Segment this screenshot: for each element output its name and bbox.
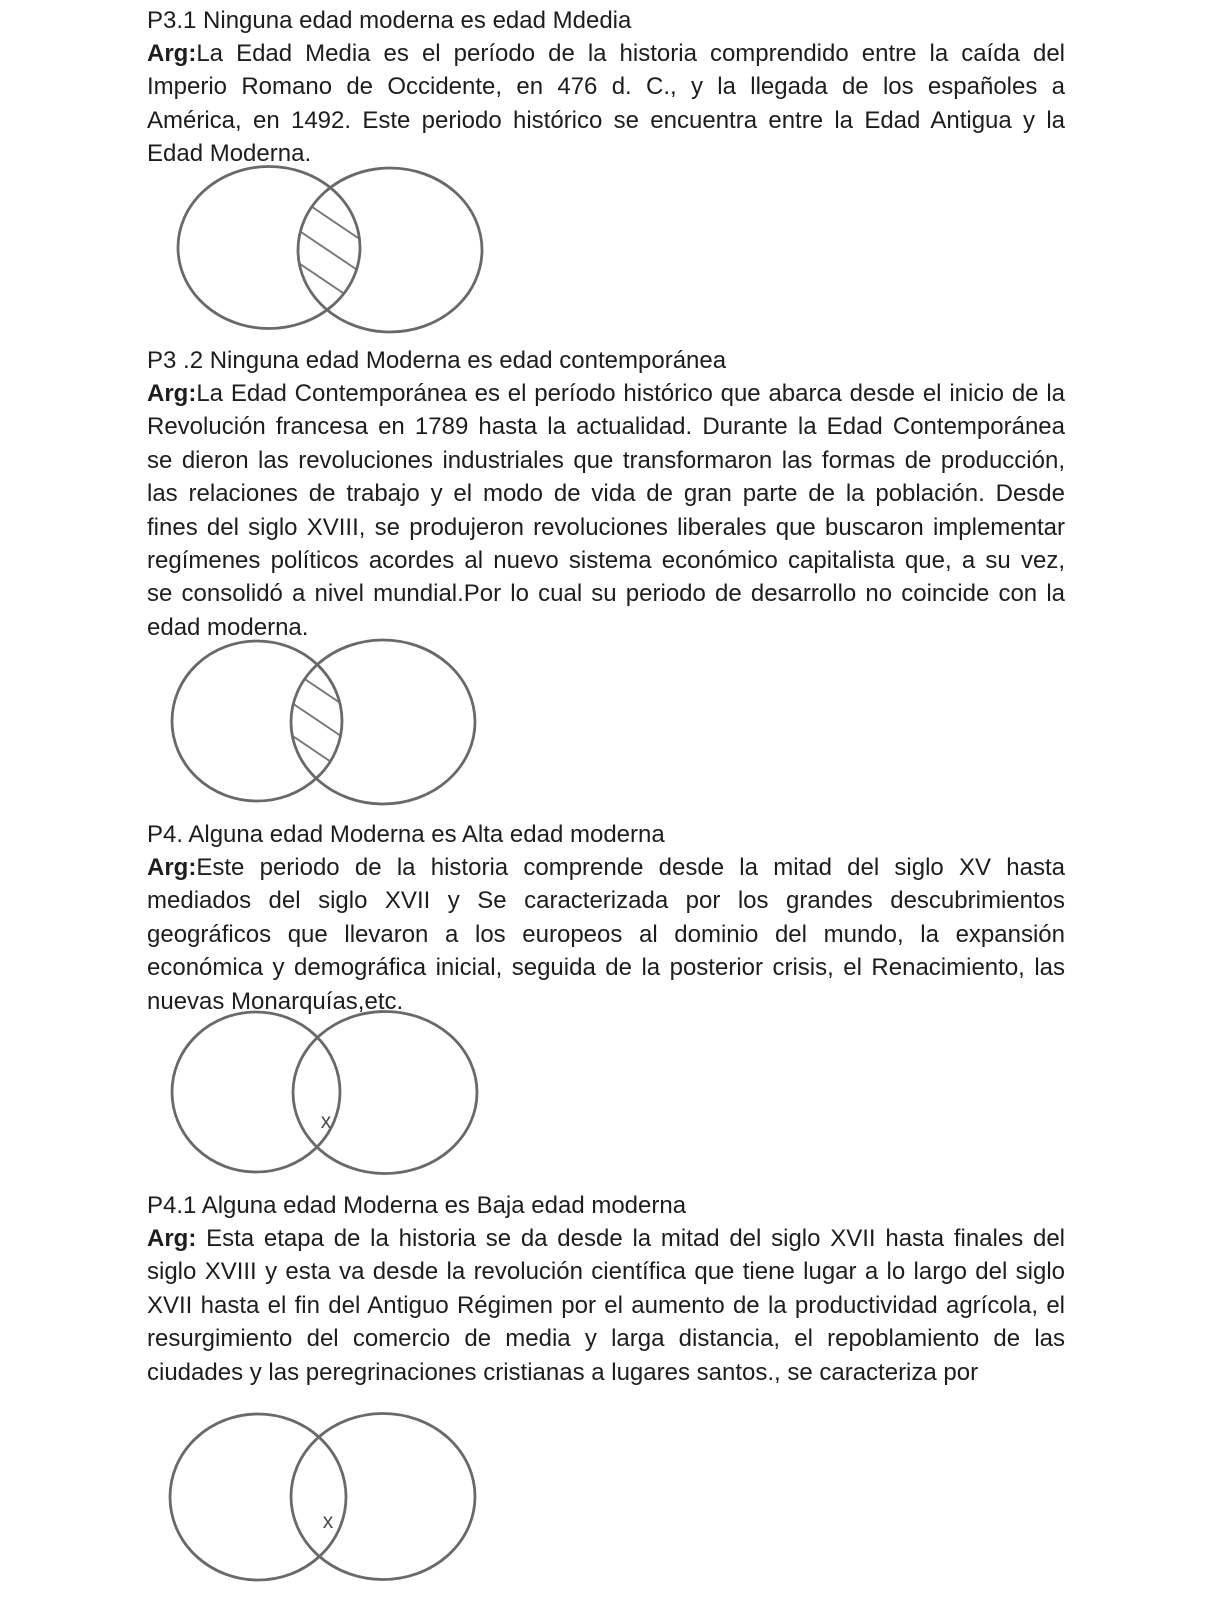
venn-diagram-p3-2 <box>170 637 478 809</box>
arg-label: Arg: <box>147 380 197 407</box>
arg-line: se consolidó a nivel mundial.Por lo cual su periodo de desarrollo no coincide con la <box>147 580 1065 608</box>
arg-text: La Edad Media es el período de la historia comprendido entre la caída del <box>196 40 1065 67</box>
arg-line <box>147 851 1065 884</box>
arg-line: edad moderna. <box>147 613 309 641</box>
arg-line: América, en 1492. Este periodo histórico se encuentra entre la Edad Antigua y la <box>147 106 1065 134</box>
arg-line: mediados del siglo XVII y Se caracterizada por los grandes descubrimientos <box>147 887 1065 915</box>
argument-p4-1 <box>147 1222 1065 1389</box>
arg-line: se dieron las revoluciones industriales que transformaron las formas de producción, <box>147 446 1065 474</box>
venn-diagram-p3-1 <box>176 164 488 338</box>
arg-line: fines del siglo XVIII, se produjeron revoluciones liberales que buscaron implementar <box>147 513 1065 541</box>
arg-line: económica y demográfica inicial, seguida de la posterior crisis, el Renacimiento, las <box>147 954 1065 982</box>
argument-p3-1 <box>147 37 1065 171</box>
arg-line: resurgimiento del comercio de media y larga distancia, el repoblamiento de las <box>147 1325 1065 1353</box>
arg-line <box>147 377 1065 410</box>
arg-text: Este periodo de la historia comprende desde la mitad del siglo XV hasta <box>196 854 1065 881</box>
x-marker: x <box>322 1510 334 1533</box>
statement-p3-1: P3.1 Ninguna edad moderna es edad Mdedia <box>147 7 632 34</box>
argument-p3-2 <box>147 377 1065 644</box>
statement-p4: P4. Alguna edad Moderna es Alta edad moderna <box>147 821 665 848</box>
arg-line: XVII hasta el fin del Antiguo Régimen por el aumento de la productividad agrícola, el <box>147 1291 1065 1319</box>
arg-line <box>147 37 1065 70</box>
venn-diagram-p4 <box>170 1010 480 1180</box>
right-circle <box>291 1414 475 1580</box>
arg-label: Arg: <box>147 854 197 881</box>
arg-line: geográficos que llevaron a los europeos al dominio del mundo, la expansión <box>147 920 1065 948</box>
arg-line: ciudades y las peregrinaciones cristianas a lugares santos., se caracteriza por <box>147 1358 979 1386</box>
arg-text: Esta etapa de la historia se da desde la mitad del siglo XVII hasta finales del <box>196 1225 1065 1252</box>
arg-label: Arg: <box>147 40 197 67</box>
venn-diagram-p4-1 <box>168 1411 478 1583</box>
statement-p3-2: P3 .2 Ninguna edad Moderna es edad contemporánea <box>147 347 727 374</box>
arg-line: regímenes políticos acordes al nuevo sistema económico capitalista que, a su vez, <box>147 547 1065 575</box>
arg-label: Arg: <box>147 1225 197 1252</box>
arg-line: siglo XVIII y esta va desde la revolución científica que tiene lugar a lo largo del siglo <box>147 1258 1065 1286</box>
arg-text: La Edad Contemporánea es el período histórico que abarca desde el inicio de la <box>196 380 1065 407</box>
arg-line: las relaciones de trabajo y el modo de vida de gran parte de la población. Desde <box>147 480 1065 508</box>
arg-line: Imperio Romano de Occidente, en 476 d. C., y la llegada de los españoles a <box>147 73 1065 101</box>
arg-line <box>147 1222 1065 1255</box>
x-marker: x <box>320 1110 332 1133</box>
arg-line: nuevas Monarquías,etc. <box>147 987 404 1015</box>
left-circle <box>172 1012 340 1172</box>
statement-p4-1: P4.1 Alguna edad Moderna es Baja edad moderna <box>147 1192 687 1219</box>
argument-p4 <box>147 851 1065 1018</box>
arg-line: Revolución francesa en 1789 hasta la actualidad. Durante la Edad Contemporánea <box>147 413 1065 441</box>
arg-line: Edad Moderna. <box>147 140 312 168</box>
right-circle <box>293 1012 477 1174</box>
